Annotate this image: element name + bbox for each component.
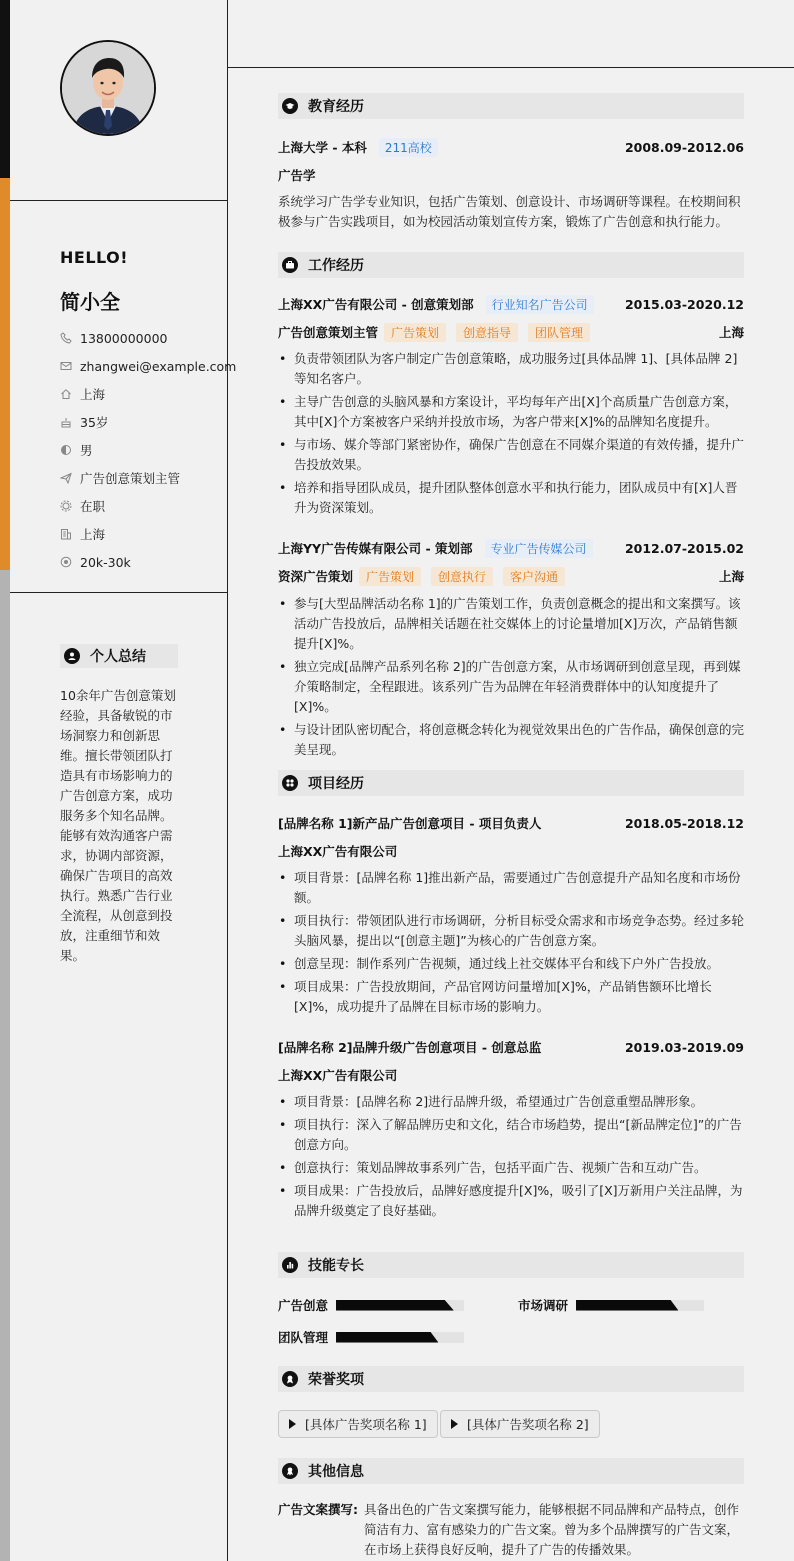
skill-bar: [336, 1332, 464, 1343]
play-triangle-icon: [451, 1419, 458, 1429]
list-item: • 独立完成[品牌产品系列名称 2]的广告创意方案，从市场调研到创意呈现，再到媒介策略制定，全程跟进。该系列广告为品牌在年轻消费群体中的认知度提升了[X]%。: [278, 657, 744, 717]
list-item: • 项目成果：广告投放后，品牌好感度提升[X]%，吸引了[X]万新用户关注品牌，为品牌升级奠定了良好基础。: [278, 1181, 744, 1221]
skill-name: 市场调研: [518, 1298, 569, 1313]
list-item: • 负责带领团队为客户制定广告创意策略，成功服务过[具体品牌 1]、[具体品牌 2]等知名客户。: [278, 349, 744, 389]
email-text: zhangwei@example.com: [80, 358, 237, 374]
list-item: • 参与[大型品牌活动名称 1]的广告策划工作，负责创意概念的提出和文案撰写。该活动广告投放后，品牌相关话题在社交媒体上的讨论量增加[X]万次，产品销售额提升[X]%。: [278, 594, 744, 654]
ribbon-icon: [282, 1463, 298, 1479]
project-1-org: 上海XX广告有限公司: [278, 844, 398, 859]
tag: 广告策划: [359, 567, 421, 586]
job-2-city: 上海: [718, 569, 744, 584]
tag: 创意指导: [456, 323, 518, 342]
list-item: • 项目背景：[品牌名称 2]进行品牌升级，希望通过广告创意重塑品牌形象。: [278, 1092, 744, 1112]
other-key: 广告文案撰写:: [278, 1502, 358, 1517]
skill-bar: [336, 1300, 464, 1311]
stripe-orange-segment: [0, 178, 10, 570]
list-item: • 项目成果：广告投放期间，产品官网访问量增加[X]%，产品销售额环比增长[X]%，成功提升了品牌在目标市场的影响力。: [278, 977, 744, 1017]
user-circle-icon: [64, 648, 80, 664]
list-item: • 主导广告创意的头脑风暴和方案设计，平均每年产出[X]个高质量广告创意方案，其中[X]个方案被客户采纳并投放市场，为客户带来[X]%的品牌知名度提升。: [278, 392, 744, 432]
play-triangle-icon: [289, 1419, 296, 1429]
job-1-role-row: [278, 322, 744, 342]
education-section-header: [278, 93, 744, 119]
other-value: 具备出色的广告文案撰写能力，能够根据不同品牌和产品特点，创作简洁有力、富有感染力的广告文案。曾为多个品牌撰写的广告文案，在市场上获得良好反响，提升了广告的传播效果。: [364, 1502, 740, 1557]
salary-text: 20k-30k: [80, 554, 131, 570]
info-city: [60, 520, 230, 548]
award-name: [具体广告奖项名称 2]: [467, 1417, 589, 1432]
project-2-bullets: [278, 1092, 744, 1224]
sidebar: [10, 0, 237, 1561]
education-title: 教育经历: [308, 99, 364, 115]
stripe-black-segment: [0, 0, 10, 178]
project-1-header: [278, 813, 744, 833]
job-1-city: 上海: [718, 325, 744, 340]
info-age: [60, 408, 230, 436]
left-color-stripe: [0, 0, 10, 1561]
info-email: [60, 352, 237, 380]
sidebar-divider-2: [10, 592, 228, 593]
list-item: • 项目执行：带领团队进行市场调研，分析目标受众需求和市场竞争态势。经过多轮头脑风暴，提出以“[创意主题]”为核心的广告创意方案。: [278, 911, 744, 951]
skill-name: 团队管理: [278, 1330, 329, 1345]
job-2-company: 上海YY广告传媒有限公司 - 策划部: [278, 541, 473, 556]
job-2-header: [278, 538, 744, 558]
job-1-role: 广告创意策划主管: [278, 325, 379, 340]
send-icon: [60, 472, 72, 484]
phone-icon: [60, 332, 72, 344]
info-position: [60, 464, 230, 492]
skills-section-header: [278, 1252, 744, 1278]
school-name: 上海大学 - 本科: [278, 140, 367, 155]
cake-icon: [60, 416, 72, 428]
home-icon: [60, 388, 72, 400]
project-2-org-row: [278, 1065, 744, 1085]
skill-item: [518, 1296, 704, 1314]
awards-section-header: [278, 1366, 744, 1392]
hello-heading: HELLO!: [60, 248, 129, 267]
summary-section-header: [60, 644, 178, 668]
graduation-cap-icon: [282, 98, 298, 114]
project-1-org-row: [278, 841, 744, 861]
main-content: [228, 0, 794, 1561]
job-2-tags: [359, 567, 565, 586]
list-item: • 与设计团队密切配合，将创意概念转化为视觉效果出色的广告作品，确保创意的完美呈现。: [278, 720, 744, 760]
project-2-org: 上海XX广告有限公司: [278, 1068, 398, 1083]
job-2-bullets: [278, 594, 744, 763]
other-info-row: [278, 1500, 744, 1560]
bar-chart-icon: [282, 1257, 298, 1273]
briefcase-icon: [282, 257, 298, 273]
job-1-tags: [384, 323, 590, 342]
skill-bar: [576, 1300, 704, 1311]
project-2-header: [278, 1037, 744, 1057]
building-icon: [60, 528, 72, 540]
job-1-company: 上海XX广告有限公司 - 创意策划部: [278, 297, 474, 312]
other-title: 其他信息: [308, 1464, 364, 1480]
work-title: 工作经历: [308, 258, 364, 274]
tag: 客户沟通: [503, 567, 565, 586]
skill-item: [278, 1328, 464, 1346]
status-icon: [60, 500, 72, 512]
job-1-date: 2015.03-2020.12: [624, 296, 744, 312]
main-top-divider: [228, 67, 794, 68]
job-2-date: 2012.07-2015.02: [624, 540, 744, 556]
skill-item: [278, 1296, 464, 1314]
award-item[interactable]: [440, 1410, 600, 1438]
project-1-name: [品牌名称 1]新产品广告创意项目 - 项目负责人: [278, 816, 542, 831]
phone-text: 13800000000: [80, 330, 168, 346]
position-text: 广告创意策划主管: [80, 471, 181, 486]
info-location: [60, 380, 230, 408]
salary-icon: [60, 556, 72, 568]
contact-info-list: [60, 324, 237, 576]
job-2-role-row: [278, 566, 744, 586]
info-status: [60, 492, 230, 520]
candidate-name: 简小全: [60, 290, 120, 314]
tag: 广告策划: [384, 323, 446, 342]
medal-icon: [282, 1371, 298, 1387]
gender-icon: [60, 444, 72, 456]
work-section-header: [278, 252, 744, 278]
age-text: 35岁: [80, 415, 109, 430]
awards-title: 荣誉奖项: [308, 1372, 364, 1388]
job-2-badge: 专业广告传媒公司: [485, 539, 593, 558]
job-1-bullets: [278, 349, 744, 521]
projects-title: 项目经历: [308, 776, 364, 792]
award-item[interactable]: [278, 1410, 438, 1438]
job-1-badge: 行业知名广告公司: [486, 295, 594, 314]
education-description: 系统学习广告学专业知识，包括广告策划、创意设计、市场调研等课程。在校期间积极参与广告实践项目，如为校园活动策划宣传方案，锻炼了广告创意和执行能力。: [278, 194, 741, 229]
list-item: • 项目执行：深入了解品牌历史和文化，结合市场趋势，提出“[新品牌定位]”的广告创意方向。: [278, 1115, 744, 1155]
status-text: 在职: [80, 499, 106, 514]
skill-bar-fill: [576, 1300, 678, 1311]
list-item: • 创意执行：策划品牌故事系列广告，包括平面广告、视频广告和互动广告。: [278, 1158, 744, 1178]
list-item: • 培养和指导团队成员，提升团队整体创意水平和执行能力，团队成员中有[X]人晋升为资深策划。: [278, 478, 744, 518]
project-2-name: [品牌名称 2]品牌升级广告创意项目 - 创意总监: [278, 1040, 542, 1055]
info-phone: [60, 324, 230, 352]
project-1-date: 2018.05-2018.12: [624, 815, 744, 831]
list-item: • 与市场、媒介等部门紧密协作，确保广告创意在不同媒介渠道的有效传播，提升广告投放效果。: [278, 435, 744, 475]
major-row: [278, 165, 744, 185]
city-text: 上海: [80, 527, 106, 542]
skill-bar-fill: [336, 1300, 454, 1311]
list-item: • 创意呈现：制作系列广告视频，通过线上社交媒体平台和线下户外广告投放。: [278, 954, 744, 974]
list-item: • 项目背景：[品牌名称 1]推出新产品，需要通过广告创意提升产品知名度和市场份额。: [278, 868, 744, 908]
skill-bar-fill: [336, 1332, 438, 1343]
education-date: 2008.09-2012.06: [624, 139, 744, 155]
grid-icon: [282, 775, 298, 791]
skills-title: 技能专长: [308, 1258, 364, 1274]
project-2-date: 2019.03-2019.09: [624, 1039, 744, 1055]
school-badge: 211高校: [379, 138, 438, 157]
tag: 创意执行: [431, 567, 493, 586]
info-salary: [60, 548, 230, 576]
projects-section-header: [278, 770, 744, 796]
skill-name: 广告创意: [278, 1298, 329, 1313]
other-section-header: [278, 1458, 744, 1484]
job-1-header: [278, 294, 744, 314]
award-name: [具体广告奖项名称 1]: [305, 1417, 427, 1432]
avatar: [60, 40, 156, 136]
mail-icon: [60, 360, 72, 372]
education-row: [278, 137, 744, 157]
avatar-portrait-icon: [62, 42, 154, 134]
major-name: 广告学: [278, 168, 316, 183]
tag: 团队管理: [528, 323, 590, 342]
project-1-bullets: [278, 868, 744, 1020]
location-text: 上海: [80, 387, 106, 402]
job-2-role: 资深广告策划: [278, 569, 354, 584]
summary-title: 个人总结: [90, 649, 146, 665]
info-gender: [60, 436, 230, 464]
sidebar-divider: [10, 200, 228, 201]
summary-text: 10余年广告创意策划经验，具备敏锐的市场洞察力和创新思维。擅长带领团队打造具有市场影响力的广告创意方案，成功服务多个知名品牌。能够有效沟通客户需求，协调内部资源，确保广告项目的高效执行。熟悉广告行业全流程，从创意到投放，注重细节和效果。: [60, 688, 176, 963]
gender-text: 男: [80, 443, 93, 458]
